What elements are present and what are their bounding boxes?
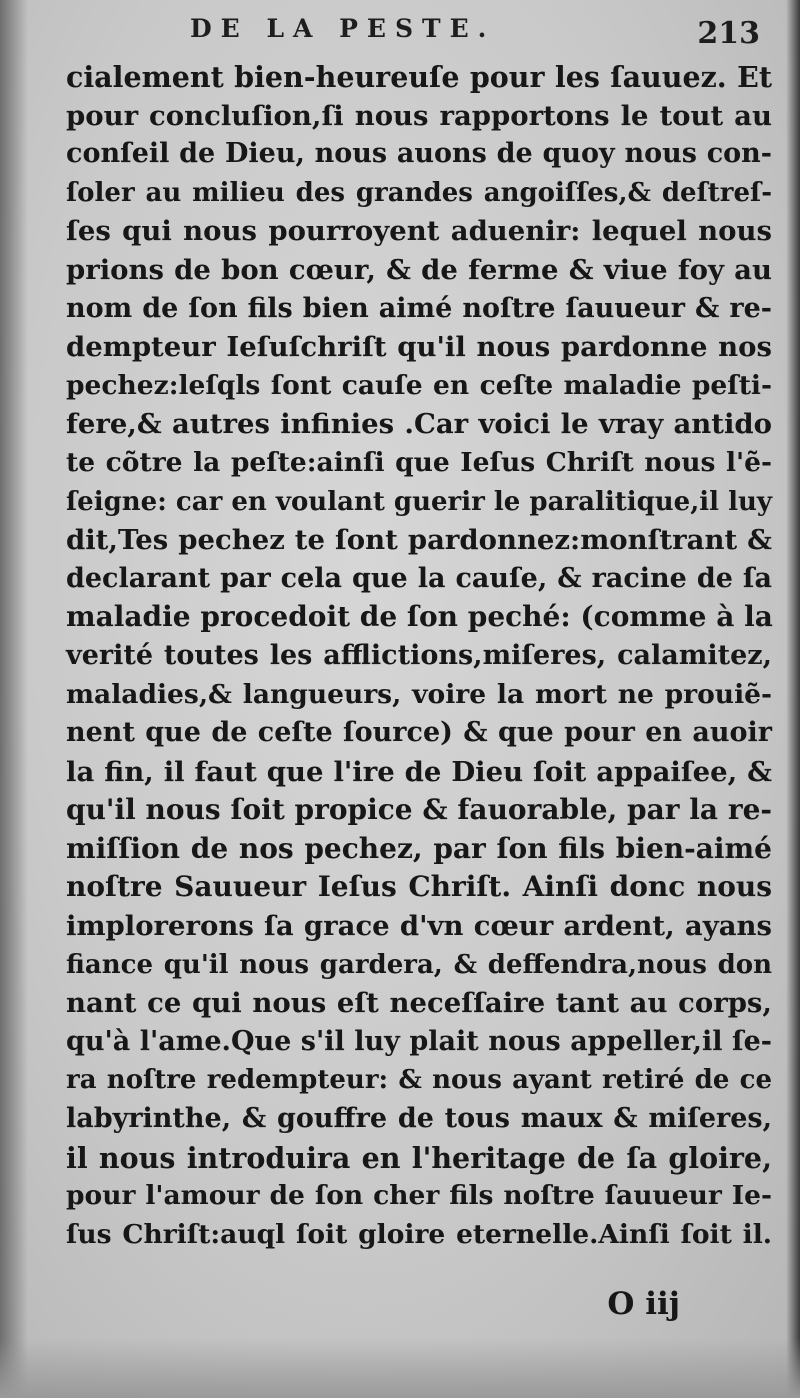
- text-line: declarant par cela que la cauſe, & racine de ſa: [66, 562, 772, 594]
- text-line: labyrinthe, & gouffre de tous maux & miſeres,: [66, 1103, 772, 1135]
- text-line: la fin, il faut que l'ire de Dieu ſoit appaiſee, &: [66, 755, 772, 788]
- signature-mark: O iij: [607, 1286, 680, 1322]
- text-line: prions de bon cœur, & de ferme & viue foy au: [66, 253, 772, 286]
- text-line: implorerons ſa grace d'vn cœur ardent, ayans: [66, 910, 772, 943]
- page-header: [190, 14, 760, 50]
- text-line: te cõtre la peſte:ainſi que Ieſus Chriſt nous l'ẽ-: [66, 446, 772, 478]
- running-head: DE LA PESTE.: [190, 14, 496, 43]
- text-line: conſeil de Dieu, nous auons de quoy nous con-: [66, 138, 772, 170]
- text-line: qu'à l'ame.Que s'il luy plait nous appeller,il ſe-: [66, 1025, 772, 1057]
- text-line: fere,& autres infinies .Car voici le vray antido: [66, 408, 772, 441]
- page-edge-shadow-left: [0, 0, 28, 1398]
- text-line: ſeigne: car en voulant guerir le paralitique,il luy: [66, 486, 772, 517]
- text-line: ſes qui nous pourroyent aduenir: lequel nous: [66, 215, 772, 248]
- text-line: ſoler au milieu des grandes angoiſſes,& deſtreſ-: [66, 177, 772, 208]
- text-line: noſtre Sauueur Ieſus Chriſt. Ainſi donc nous: [66, 870, 772, 904]
- text-line: maladies,& langueurs, voire la mort ne prouiẽ-: [66, 678, 772, 710]
- text-line: dit,Tes pechez te ſont pardonnez:monſtrant &: [66, 524, 772, 557]
- text-line: nom de ſon fils bien aimé noſtre ſauueur & re-: [66, 292, 772, 324]
- text-line: pour concluſion,ſi nous rapportons le tout au: [66, 99, 772, 132]
- text-line: qu'il nous ſoit propice & fauorable, par la re-: [66, 793, 772, 827]
- text-line: il nous introduira en l'heritage de ſa gloire,: [66, 1140, 772, 1175]
- text-line: pour l'amour de ſon cher fils noſtre ſauueur Ie-: [66, 1180, 772, 1212]
- body-text: [66, 58, 772, 1254]
- page-edge-shadow-right: [786, 0, 800, 1398]
- text-line: dempteur Ieſuſchriſt qu'il nous pardonne nos: [66, 331, 772, 364]
- text-line: ſus Chriſt:auql ſoit gloire eternelle.Ainſi ſoit il.: [66, 1218, 772, 1250]
- text-line: nant ce qui nous eſt neceſſaire tant au corps,: [66, 987, 772, 1020]
- text-line: fiance qu'il nous gardera, & deffendra,nous don: [66, 949, 772, 980]
- text-line: miſſion de nos pechez, par ſon fils bien-aimé: [66, 831, 772, 865]
- text-line: ra noſtre redempteur: & nous ayant retiré de ce: [66, 1065, 772, 1096]
- text-line: verité toutes les afflictions,miſeres, calamitez,: [66, 639, 772, 671]
- text-line: cialement bien-heureuſe pour les ſauuez. Et: [66, 60, 772, 94]
- text-line: pechez:leſqls ſont cauſe en ceſte maladie peſti-: [66, 369, 772, 401]
- page-edge-shadow-bottom: [0, 1338, 800, 1398]
- text-line: nent que de ceſte ſource) & que pour en auoir: [66, 717, 772, 749]
- page-number: 213: [697, 16, 760, 51]
- text-line: maladie procedoit de ſon peché: (comme à la: [66, 600, 773, 634]
